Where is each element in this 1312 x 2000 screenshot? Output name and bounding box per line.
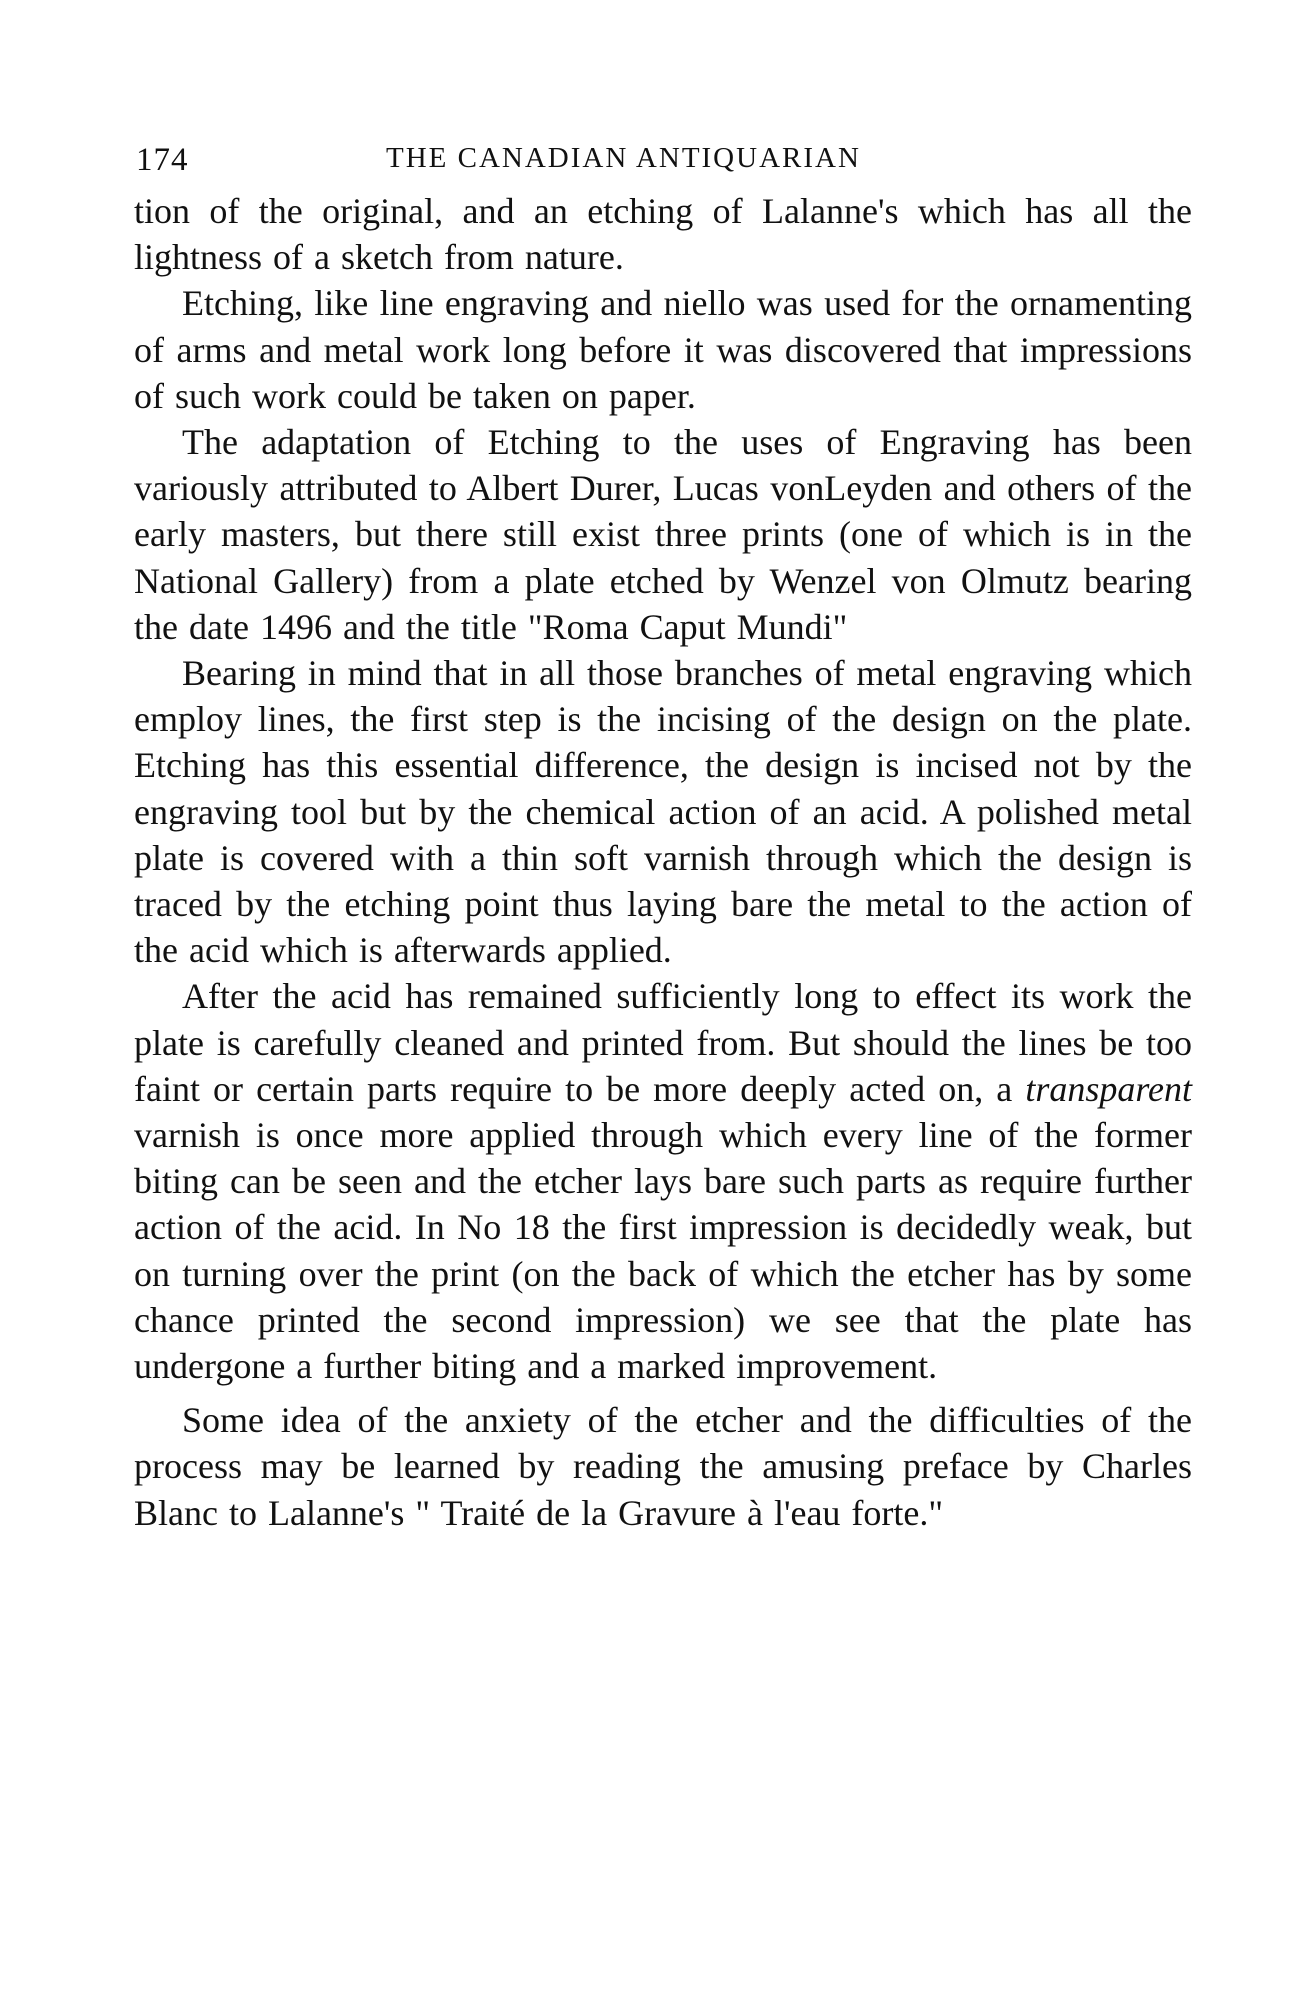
paragraph-after-the-acid [134,973,1192,1389]
paragraph-adaptation: The adaptation of Etching to the uses of Engraving has been variously attributed to Albert Durer, Lucas vonLeyden and others of the early masters, but there still exist three prints (one of which is in the National Gallery) from a plate etched by Wenzel von Olmutz bearing the date 1496 and the title "Roma Caput Mundi" [134,422,1192,647]
paragraph-continuation: tion of the original, and an etching of Lalanne's which has all the lightness of a sketch from nature. [134,191,1192,278]
book-page [134,140,1192,1536]
running-head [134,140,1192,188]
paragraph-text-after-italic: varnish is once more applied through which every line of the former biting can be seen and the etcher lays bare such parts as require further action of the acid. In No 18 the first impression is decidedly weak, but on turning over the print (on the back of which the etcher has by some chance printed the second impression) we see that the plate has undergone a further biting and a marked improvement. [134,1115,1192,1387]
page-number: 174 [136,142,189,178]
paragraph-etching-ornamenting: Etching, like line engraving and niello was used for the ornamenting of arms and metal work long before it was discovered that impressions of such work could be taken on paper. [134,283,1192,416]
paragraph-text-before-italic: After the acid has remained sufficiently long to effect its work the plate is carefully cleaned and printed from. But should the lines be too faint or certain parts require to be more deeply acted on, a [134,976,1192,1109]
paragraph-some-idea: Some idea of the anxiety of the etcher and the difficulties of the process may be learned by reading the amusing preface by Charles Blanc to Lalanne's " Traité de la Gravure à l'eau forte." [134,1400,1192,1533]
paragraph-bearing-in-mind: Bearing in mind that in all those branches of metal engraving which employ lines, the first step is the incising of the design on the plate. Etching has this essential difference, the design is incised not by the engraving tool but by the chemical action of an acid. A polished metal plate is covered with a thin soft varnish through which the design is traced by the etching point thus laying bare the metal to the action of the acid which is afterwards applied. [134,653,1192,971]
italic-word: transparent [1025,1068,1192,1109]
running-title: THE CANADIAN ANTIQUARIAN [386,142,861,174]
